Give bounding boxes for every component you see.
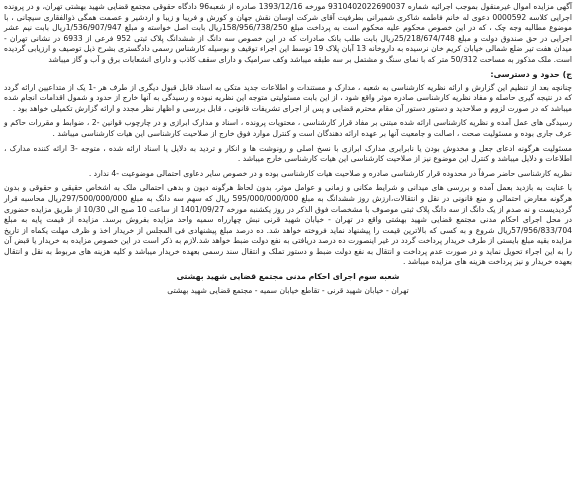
section-access-title: ج) حدود و دسترسی: <box>490 69 572 79</box>
auction-notice <box>4 0 572 296</box>
condition-item-2: رسیدگی های عمل آمده و نظریه کارشناسی ارائه شده مبتنی بر مفاد قرار کارشناسی ، محتویات پرونده ، اسناد و مدارک ابرازی و در چارچوب قوانین -2 ، ضوابط و مقررات حاکم و عرف جاری بوده و مسئولیت صحت ، اصالت و جامعیت آنها بر عهده ارائه دهندگان است و کنترل موارد فوق خارج از صلاحیت کارشناسی این هیات کارشناسی میباشد . <box>4 118 572 138</box>
condition-item-3: مسئولیت هرگونه ادعای جعل و مخدوش بودن یا نابرابری مدارک ابرازی با نسخ اصلی و رونوشت ها و انکار و تردید به دلایل یا اسناد ارائه شده ، متوجه -3 ارائه کننده مدارک ، اطلاعات و دلایل میباشد و کنترل این موضوع نیز از صلاحیت کارشناسی این هیات کارشناسی خارج میباشد . <box>4 143 573 164</box>
issuing-branch: شعبه سوم اجرای احکام مدنی مجتمع قضایی شهید بهشتی <box>176 272 400 282</box>
condition-item-4: نظریه کارشناسی حاضر صرفاً در محدوده قرار کارشناسی صادره و صلاحیت هیات کارشناسی بوده و در خصوص سایر دعاوی احتمالی موضوعیت -4 ندارد . <box>88 168 572 178</box>
notice-intro: آگهی مزایده اموال غیرمنقول بموجب اجرائیه شماره 9310402022690037 مورخه 1393/12/16 صادره از شعبه96 دادگاه حقوقی مجتمع قضایی شهید بهشتی تهران، و در پرونده اجرایی کلاسه 0000592 دعوی له خانم فاطمه شاکری شمیرانی بطرفیت آقای شرکت اوسان نقش جهان و کورش و فریبا و زیبا و اردشیر و عصمت همگی ذوالفقاری سیچانی ، با موضوع مطالبه وجه چک ، که در این خصوص محکوم علیه محکوم است به پرداخت مبلغ 158/956/738/250ریال بابت اصل خواسته و مبلغ 1/536/907/947ریال بابت نیم عشر اجرایی در حق صندوق دولت و مبلغ 25/218/674/748ریال بابت طلب بانک صادرات که در این خصوص سه دانگ از ششدانگ پلاک ثبتی 952 فرعی از 6933 در نشانی تهران - میدان هفت تیر ضلع شمالی خیابان کریم خان نرسیده به داروخانه 13 آبان پلاک 19 توسط این اجراء توقیف و بوسیله کارشناس رسمی دادگستری بشرح ذیل توصیف و ارزیابی گردیده است. ملک مذکور به مساحت 50/312 متر که با نمای سنگ و مشتمل بر سه طبقه میباشد وکف سرامیک و دارای سقف کاذب و دارای انشعابات برق و آب و گاز میباشد <box>4 2 573 64</box>
auction-terms: با عنایت به بازدید بعمل آمده و بررسی های میدانی و شرایط مکانی و زمانی و عوامل موثر، بدون لحاظ هرگونه دیون و بدهی احتمالی ملک به اشخاص حقیقی و حقوقی و بدون هرگونه معارض احتمالی و منع قانونی در نقل و انتقالات،ارزش روز ششدانگ به مبلغ 595/000/000/000 ریال که سهم سه دانگ به مبلغ 297/500/000/000ریال محاسبه قرار گردیدیست و نه صدم از یک دانگ از سه دانگ پلاک ثبتی موصوف با مشخصات فوق الذکر در روز یکشنبه مورخه 1401/09/27 از ساعت 10 صبح الی 10/30 از طریق مزایده حضوری در محل اجرای احکام مدنی مجتمع قضایی شهید بهشتی واقع در تهران - خیابان شهید قرنی نبش چهارراه سمیه واحد مزایده بفروش برسد. مزایده از قیمت پایه به مبلغ 57/956/833/704ریال شروع و به کسی که بالاترین قیمت را پیشنهاد نماید فروخته خواهد شد. ده درصد مبلغ پیشنهادی فی المجلس از خریدار اخذ و ظرف مهلت یکماه از تاریخ مزایده بقیه مبلغ بایستی از طرف خریدار پرداخت گردد در غیر اینصورت ده درصد دریافتی به نفع دولت ضبط خواهد شد.لازم به ذکر است در این خصوص مزایده به خریدار یا قبض آن را به این اجراء تحویل نماید و در صورت عدم پرداخت و انتقال به نفع دولت ضبط و دستور تملک و انتقال سند رسمی بعهده خریدار میباشد و کلیه هزینه های مربوط به نقل و انتقال بعهده خریدار و نیز پرداخت هزینه های مزایده میباشد . <box>4 183 573 267</box>
condition-item-1: چنانچه بعد از تنظیم این گزارش و ارائه نظریه کارشناسی به شعبه ، مدارک و مستندات و اطلاعات جدید متکی به اسناد قابل قبول دیگری از طرف هر -1 یک از متداعیین ارائه گردد که در نتیجه گیری حاصله و مفاد نظریه کارشناسی صادره موثر واقع شود ، از این بابت مسئولیتی متوجه این نظریه نبوده و رسیدگی به آنها خارج از حدود و شمول اقدامات انجام شده میباشد که در صورت لزوم و صلاحدید و دستور دستور آن مقام محترم قضایی و پس از اجرای تشریفات قانونی ، قابل بررسی و اظهار نظر مجدد و ارائه گزارش تکمیلی خواهد بود . <box>4 82 572 113</box>
branch-address: تهران - خیابان شهید قرنی - تقاطع خیابان سمیه - مجتمع قضایی شهید بهشتی <box>167 286 409 296</box>
